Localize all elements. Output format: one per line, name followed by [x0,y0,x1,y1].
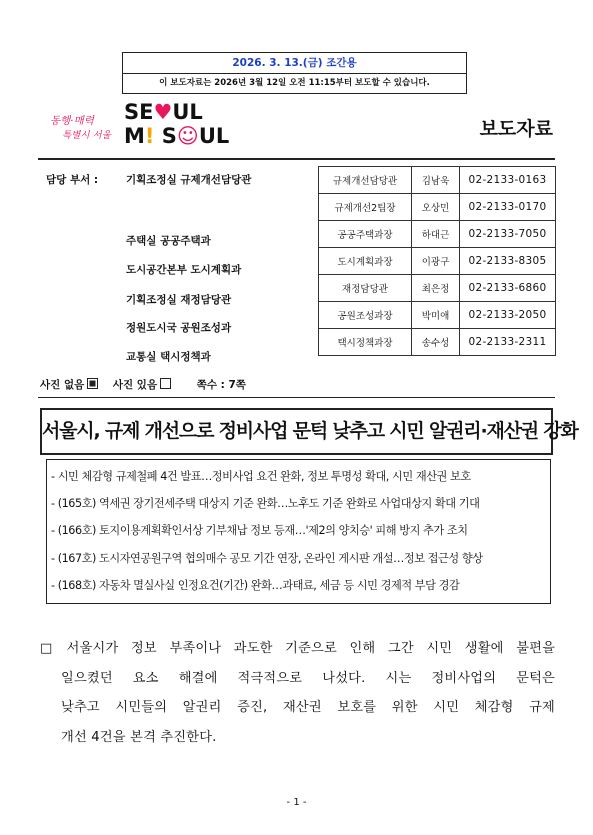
contact-table [318,166,556,356]
page-count: 쪽수 : 7쪽 [196,379,246,391]
dept-name: 교통실 택시정책과 [126,351,211,363]
contact-phone: 02-2133-6860 [460,275,556,302]
body-line: 일으켰던 요소 해결에 적극적으로 나섰다. 시는 정비사업의 문턱은 [61,670,555,686]
contact-team: 도시계획과장 [319,248,412,275]
contact-phone: 02-2133-2050 [460,302,556,329]
divider [38,158,555,160]
summary-item: - (168호) 자동차 멸실사실 인정요건(기간) 완화…과태료, 세금 등 시민 경제적 부담 경감 [51,578,460,592]
contact-team: 공공주택과장 [319,221,412,248]
contact-row [319,167,556,194]
summary-item: - 시민 체감형 규제철폐 4건 발표…정비사업 요건 완화, 정보 투명성 확대, 시민 재산권 보호 [51,470,471,483]
contact-person: 송수성 [412,329,460,356]
doc-title: 보도자료 [479,118,553,140]
embargo-date: 2026. 3. 13.(금) 조간용 [123,53,466,74]
contact-phone: 02-2133-0170 [460,194,556,221]
dept-name: 기획조정실 재정담당관 [126,294,232,306]
summary-item: - (165호) 역세권 장기전세주택 대상지 기준 완화…노후도 기준 완화로 사업대상지 확대 기대 [51,497,480,511]
embargo-box [122,52,467,94]
svg-text:특별시 서울: 특별시 서울 [62,130,111,141]
contact-row [319,194,556,221]
contact-team: 재정담당관 [319,275,412,302]
dept-name: 도시공간본부 도시계획과 [126,264,242,276]
contact-person: 하대근 [412,221,460,248]
checked-checkbox-icon [87,378,98,389]
body-line: 개선 4건을 본격 추진한다. [61,729,217,745]
heart-icon: ♥ [153,100,173,124]
contact-row [319,275,556,302]
contact-row [319,248,556,275]
summary-item: - (166호) 토지이용계획확인서상 기부채납 정보 등재…'제2의 양치승' 피해 방지 추가 조치 [51,524,468,538]
body-paragraph [40,634,555,752]
contact-person: 박미애 [412,302,460,329]
contact-phone: 02-2133-7050 [460,221,556,248]
contact-row [319,221,556,248]
svg-text:동행·매력: 동행·매력 [50,115,94,127]
donghaeng-maeryeok-logo [48,112,120,142]
contact-phone: 02-2133-2311 [460,329,556,356]
photo-none-label: 사진 없음 [40,379,85,391]
contact-row [319,329,556,356]
contact-row [319,302,556,329]
dept-name: 주택실 공공주택과 [126,235,211,247]
contact-label: 담당 부서 : [46,174,99,186]
contact-person: 최은정 [412,275,460,302]
seoul-my-soul-logo: SE♥UL M! S☺UL [124,100,230,148]
contact-phone: 02-2133-8305 [460,248,556,275]
unchecked-checkbox-icon [160,378,171,389]
smile-icon: ☺ [176,124,199,148]
contact-person: 이광구 [412,248,460,275]
contact-team: 공원조성과장 [319,302,412,329]
dept-name: 정원도시국 공원조성과 [126,322,232,334]
dept-name: 기획조정실 규제개선담당관 [126,174,252,186]
body-line: 낮추고 시민들의 알권리 증진, 재산권 보호를 위한 시민 체감형 규제 [61,700,555,715]
headline: 서울시, 규제 개선으로 정비사업 문턱 낮추고 시민 알권리·재산권 강화 [40,408,553,455]
contact-team: 규제개선담당관 [319,167,412,194]
photo-yes-label: 사진 있음 [112,379,158,391]
divider [38,397,555,398]
embargo-notice: 이 보도자료는 2026년 3월 12일 오전 11:15부터 보도할 수 있습니다. [159,78,430,88]
summary-box [46,459,551,604]
contact-team: 규제개선2팀장 [319,194,412,221]
contact-person: 오상민 [412,194,460,221]
page-number: - 1 - [286,797,307,808]
exclamation-icon: ! [144,124,155,148]
summary-item: - (167호) 도시자연공원구역 협의매수 공모 기간 연장, 온라인 게시판 개설…정보 접근성 향상 [51,551,483,565]
contact-person: 김남욱 [412,167,460,194]
square-bullet-icon: □ [40,641,61,656]
photo-info [40,377,246,392]
body-line: 서울시가 정보 부족이나 과도한 기준으로 인해 그간 시민 생활에 불편을 [66,641,556,656]
contact-phone: 02-2133-0163 [460,167,556,194]
contact-team: 택시정책과장 [319,329,412,356]
